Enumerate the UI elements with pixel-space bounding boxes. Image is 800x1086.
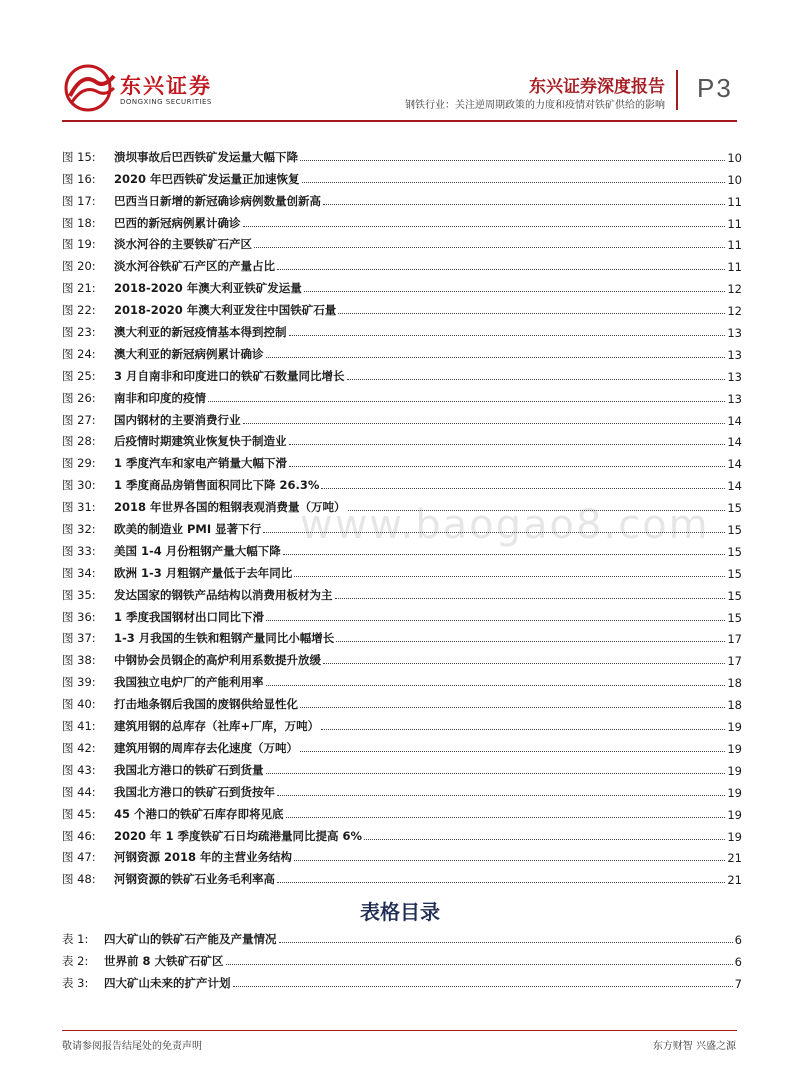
toc-leader-dots [302, 182, 726, 183]
toc-entry-page: 6 [734, 932, 742, 947]
header-rule [62, 120, 737, 122]
toc-entry[interactable] [62, 252, 742, 274]
toc-entry-title: 淡水河谷铁矿石产区的产量占比 [114, 259, 275, 274]
toc-entry-label: 图 18: [62, 215, 96, 230]
toc-entry-title: 3 月自南非和印度进口的铁矿石数量同比增长 [114, 368, 345, 383]
toc-entry-title: 1 季度汽车和家电产销量大幅下滑 [114, 456, 288, 471]
toc-leader-dots [243, 226, 726, 227]
toc-entry-title: 1-3 月我国的生铁和粗钢产量同比小幅增长 [114, 631, 335, 646]
toc-entry-page: 19 [727, 807, 742, 822]
toc-leader-dots [300, 707, 725, 708]
toc-entry[interactable] [62, 318, 742, 340]
toc-entry-title: 四大矿山未来的扩产计划 [104, 975, 231, 990]
toc-entry[interactable] [62, 969, 742, 991]
logo-text: 东兴证券 [120, 74, 212, 98]
toc-entry[interactable] [62, 712, 742, 734]
toc-entry-page: 19 [727, 763, 742, 778]
toc-entry-page: 18 [727, 698, 742, 713]
toc-entry-label: 图 20: [62, 259, 96, 274]
toc-entry[interactable] [62, 690, 742, 712]
toc-entry-title: 世界前 8 大铁矿石矿区 [104, 953, 224, 968]
toc-entry[interactable] [62, 537, 742, 559]
toc-entry-label: 图 47: [62, 850, 96, 865]
toc-entry-page: 11 [727, 194, 742, 209]
toc-entry[interactable] [62, 428, 742, 450]
footer-rule [62, 1030, 737, 1031]
toc-entry-label: 图 44: [62, 784, 96, 799]
toc-entry-label: 图 29: [62, 456, 96, 471]
toc-leader-dots [263, 532, 725, 533]
page-header [0, 0, 800, 125]
toc-entry-label: 图 39: [62, 675, 96, 690]
watermark: www.baogao8.com [300, 502, 710, 548]
toc-entry[interactable] [62, 559, 742, 581]
toc-entry-label: 图 31: [62, 500, 96, 515]
toc-entry-title: 发达国家的钢铁产品结构以消费用板材为主 [114, 587, 333, 602]
toc-entry-page: 14 [727, 457, 742, 472]
toc-entry-title: 巴西的新冠病例累计确诊 [114, 215, 241, 230]
toc-entry-page: 15 [727, 610, 742, 625]
toc-entry-title: 45 个港口的铁矿石库存即将见底 [114, 806, 284, 821]
toc-leader-dots [300, 160, 725, 161]
toc-entry-label: 图 21: [62, 281, 96, 296]
toc-entry-label: 图 46: [62, 828, 96, 843]
toc-entry-page: 13 [727, 326, 742, 341]
toc-entry-title: 建筑用钢的总库存（社库+厂库，万吨） [114, 719, 320, 734]
toc-entry-page: 14 [727, 479, 742, 494]
figure-list [62, 143, 742, 887]
toc-leader-dots [277, 882, 725, 883]
toc-leader-dots [254, 247, 725, 248]
toc-leader-dots [266, 620, 725, 621]
toc-entry[interactable] [62, 625, 742, 647]
toc-entry-page: 11 [727, 260, 742, 275]
toc-entry-page: 10 [727, 150, 742, 165]
toc-entry-title: 欧美的制造业 PMI 显著下行 [114, 522, 262, 537]
toc-leader-dots [277, 269, 725, 270]
toc-entry-title: 我国独立电炉厂的产能利用率 [114, 675, 264, 690]
toc-entry-label: 图 27: [62, 412, 96, 427]
toc-entry-title: 1 季度商品房销售面积同比下降 26.3% [114, 478, 320, 493]
toc-entry-label: 图 17: [62, 193, 96, 208]
toc-entry-title: 建筑用钢的周库存去化速度（万吨） [114, 740, 298, 755]
toc-entry-page: 19 [727, 720, 742, 735]
toc-leader-dots [304, 291, 726, 292]
toc-entry-label: 图 45: [62, 806, 96, 821]
toc-entry[interactable] [62, 406, 742, 428]
toc-entry-title: 2018 年世界各国的粗钢表观消费量（万吨） [114, 500, 346, 515]
toc-entry-title: 国内钢材的主要消费行业 [114, 412, 241, 427]
toc-entry[interactable] [62, 449, 742, 471]
toc-entry-page: 15 [727, 544, 742, 559]
toc-entry-label: 图 26: [62, 390, 96, 405]
toc-entry-title: 美国 1-4 月份粗钢产量大幅下降 [114, 543, 281, 558]
toc-leader-dots [323, 204, 725, 205]
toc-leader-dots [364, 839, 725, 840]
toc-entry-title: 我国北方港口的铁矿石到货量 [114, 762, 264, 777]
toc-entry-label: 图 38: [62, 653, 96, 668]
toc-entry-title: 1 季度我国钢材出口同比下滑 [114, 609, 265, 624]
toc-entry-page: 13 [727, 391, 742, 406]
toc-entry[interactable] [62, 165, 742, 187]
toc-entry[interactable] [62, 384, 742, 406]
toc-entry-label: 图 23: [62, 325, 96, 340]
toc-entry-label: 图 40: [62, 697, 96, 712]
toc-entry-label: 表 2: [62, 953, 89, 968]
toc-entry[interactable] [62, 187, 742, 209]
toc-entry-title: 河钢资源 2018 年的主营业务结构 [114, 850, 293, 865]
toc-entry-label: 图 24: [62, 346, 96, 361]
toc-entry-page: 12 [727, 304, 742, 319]
report-title: 东兴证券深度报告 [529, 77, 665, 97]
toc-entry[interactable] [62, 778, 742, 800]
toc-leader-dots [294, 860, 725, 861]
toc-entry[interactable] [62, 209, 742, 231]
toc-leader-dots [335, 598, 726, 599]
toc-entry-label: 图 22: [62, 303, 96, 318]
toc-entry[interactable] [62, 493, 742, 515]
toc-entry-page: 12 [727, 282, 742, 297]
company-logo [62, 62, 272, 122]
toc-entry-label: 图 35: [62, 587, 96, 602]
toc-entry-page: 7 [734, 976, 742, 991]
toc-entry[interactable] [62, 296, 742, 318]
toc-entry-title: 2020 年 1 季度铁矿石日均疏港量同比提高 6% [114, 828, 363, 843]
toc-entry-label: 图 36: [62, 609, 96, 624]
toc-entry-title: 欧洲 1-3 月粗钢产量低于去年同比 [114, 565, 293, 580]
toc-entry-page: 21 [727, 873, 742, 888]
toc-entry[interactable] [62, 865, 742, 887]
footer-slogan: 东方财智 兴盛之源 [652, 1041, 736, 1052]
toc-entry[interactable] [62, 515, 742, 537]
toc-entry-page: 11 [727, 216, 742, 231]
toc-leader-dots [286, 817, 726, 818]
toc-entry-title: 中钢协会员钢企的高炉利用系数提升放缓 [114, 653, 321, 668]
toc-entry-page: 17 [727, 632, 742, 647]
toc-entry[interactable] [62, 800, 742, 822]
toc-leader-dots [300, 751, 725, 752]
toc-entry-label: 图 25: [62, 368, 96, 383]
toc-entry-page: 10 [727, 172, 742, 187]
toc-entry-page: 18 [727, 676, 742, 691]
toc-entry-title: 巴西当日新增的新冠确诊病例数量创新高 [114, 193, 321, 208]
toc-entry-label: 表 1: [62, 931, 89, 946]
toc-leader-dots [289, 466, 725, 467]
toc-entry-label: 图 28: [62, 434, 96, 449]
toc-leader-dots [289, 335, 726, 336]
toc-entry-title: 溃坝事故后巴西铁矿发运量大幅下降 [114, 149, 298, 164]
toc-entry-page: 14 [727, 435, 742, 450]
toc-entry-page: 17 [727, 654, 742, 669]
toc-entry-title: 2018-2020 年澳大利亚发往中国铁矿石量 [114, 303, 337, 318]
toc-entry-label: 图 48: [62, 872, 96, 887]
toc-entry-label: 表 3: [62, 975, 89, 990]
toc-entry-page: 15 [727, 523, 742, 538]
toc-entry[interactable] [62, 646, 742, 668]
toc-entry-title: 2020 年巴西铁矿发运量正加速恢复 [114, 171, 300, 186]
toc-entry-page: 19 [727, 829, 742, 844]
toc-entry-page: 14 [727, 413, 742, 428]
toc-entry-page: 15 [727, 501, 742, 516]
toc-leader-dots [277, 795, 725, 796]
toc-entry-label: 图 30: [62, 478, 96, 493]
toc-entry-label: 图 33: [62, 543, 96, 558]
toc-entry[interactable] [62, 231, 742, 253]
toc-entry[interactable] [62, 734, 742, 756]
logo-mark-icon [62, 62, 118, 112]
toc-entry-page: 19 [727, 741, 742, 756]
toc-leader-dots [338, 313, 725, 314]
toc-leader-dots [321, 729, 725, 730]
toc-entry-page: 6 [734, 954, 742, 969]
toc-entry-label: 图 34: [62, 565, 96, 580]
toc-leader-dots [279, 942, 733, 943]
toc-entry-title: 2018-2020 年澳大利亚铁矿发运量 [114, 281, 302, 296]
toc-leader-dots [266, 685, 726, 686]
toc-entry-title: 河钢资源的铁矿石业务毛利率高 [114, 872, 275, 887]
toc-leader-dots [321, 488, 725, 489]
toc-leader-dots [294, 576, 725, 577]
page-number: P3 [697, 73, 733, 103]
toc-entry-page: 21 [727, 851, 742, 866]
report-subtitle: 钢铁行业：关注逆周期政策的力度和疫情对铁矿供给的影响 [405, 100, 665, 111]
toc-entry[interactable] [62, 581, 742, 603]
tables-heading: 表格目录 [360, 900, 440, 924]
toc-entry-page: 13 [727, 369, 742, 384]
toc-entry-label: 图 37: [62, 631, 96, 646]
toc-leader-dots [266, 773, 726, 774]
toc-entry-label: 图 16: [62, 171, 96, 186]
toc-entry[interactable] [62, 822, 742, 844]
toc-entry-label: 图 19: [62, 237, 96, 252]
toc-entry[interactable] [62, 471, 742, 493]
toc-entry[interactable] [62, 362, 742, 384]
toc-leader-dots [226, 964, 733, 965]
toc-leader-dots [323, 663, 725, 664]
toc-leader-dots [243, 423, 726, 424]
logo-english-text: DONGXING SECURITIES [120, 98, 212, 106]
toc-leader-dots [208, 401, 725, 402]
toc-entry[interactable] [62, 668, 742, 690]
toc-entry-page: 15 [727, 588, 742, 603]
toc-entry[interactable] [62, 143, 742, 165]
toc-entry[interactable] [62, 925, 742, 947]
table-list [62, 925, 742, 991]
toc-entry-label: 图 41: [62, 719, 96, 734]
toc-entry-page: 19 [727, 785, 742, 800]
toc-entry-label: 图 43: [62, 762, 96, 777]
toc-leader-dots [233, 986, 733, 987]
toc-entry[interactable] [62, 947, 742, 969]
header-divider [676, 70, 678, 110]
toc-leader-dots [266, 357, 726, 358]
toc-entry-title: 澳大利亚的新冠疫情基本得到控制 [114, 325, 287, 340]
toc-entry-title: 四大矿山的铁矿石产能及产量情况 [104, 931, 277, 946]
toc-entry-page: 11 [727, 238, 742, 253]
toc-entry-title: 澳大利亚的新冠病例累计确诊 [114, 346, 264, 361]
toc-entry-title: 淡水河谷的主要铁矿石产区 [114, 237, 252, 252]
toc-entry-label: 图 32: [62, 522, 96, 537]
toc-entry-page: 13 [727, 347, 742, 362]
toc-entry[interactable] [62, 756, 742, 778]
toc-leader-dots [283, 554, 726, 555]
toc-entry-title: 后疫情时期建筑业恢复快于制造业 [114, 434, 287, 449]
toc-leader-dots [347, 379, 726, 380]
toc-leader-dots [336, 641, 725, 642]
footer-disclaimer: 敬请参阅报告结尾处的免责声明 [62, 1041, 202, 1052]
toc-leader-dots [289, 444, 726, 445]
toc-entry-title: 我国北方港口的铁矿石到货按年 [114, 784, 275, 799]
toc-entry-page: 15 [727, 566, 742, 581]
toc-entry[interactable] [62, 274, 742, 296]
toc-entry-label: 图 15: [62, 149, 96, 164]
toc-entry-title: 南非和印度的疫情 [114, 390, 206, 405]
toc-entry[interactable] [62, 603, 742, 625]
toc-leader-dots [348, 510, 726, 511]
toc-entry[interactable] [62, 844, 742, 866]
toc-entry[interactable] [62, 340, 742, 362]
toc-entry-title: 打击地条钢后我国的废钢供给显性化 [114, 697, 298, 712]
toc-entry-label: 图 42: [62, 740, 96, 755]
